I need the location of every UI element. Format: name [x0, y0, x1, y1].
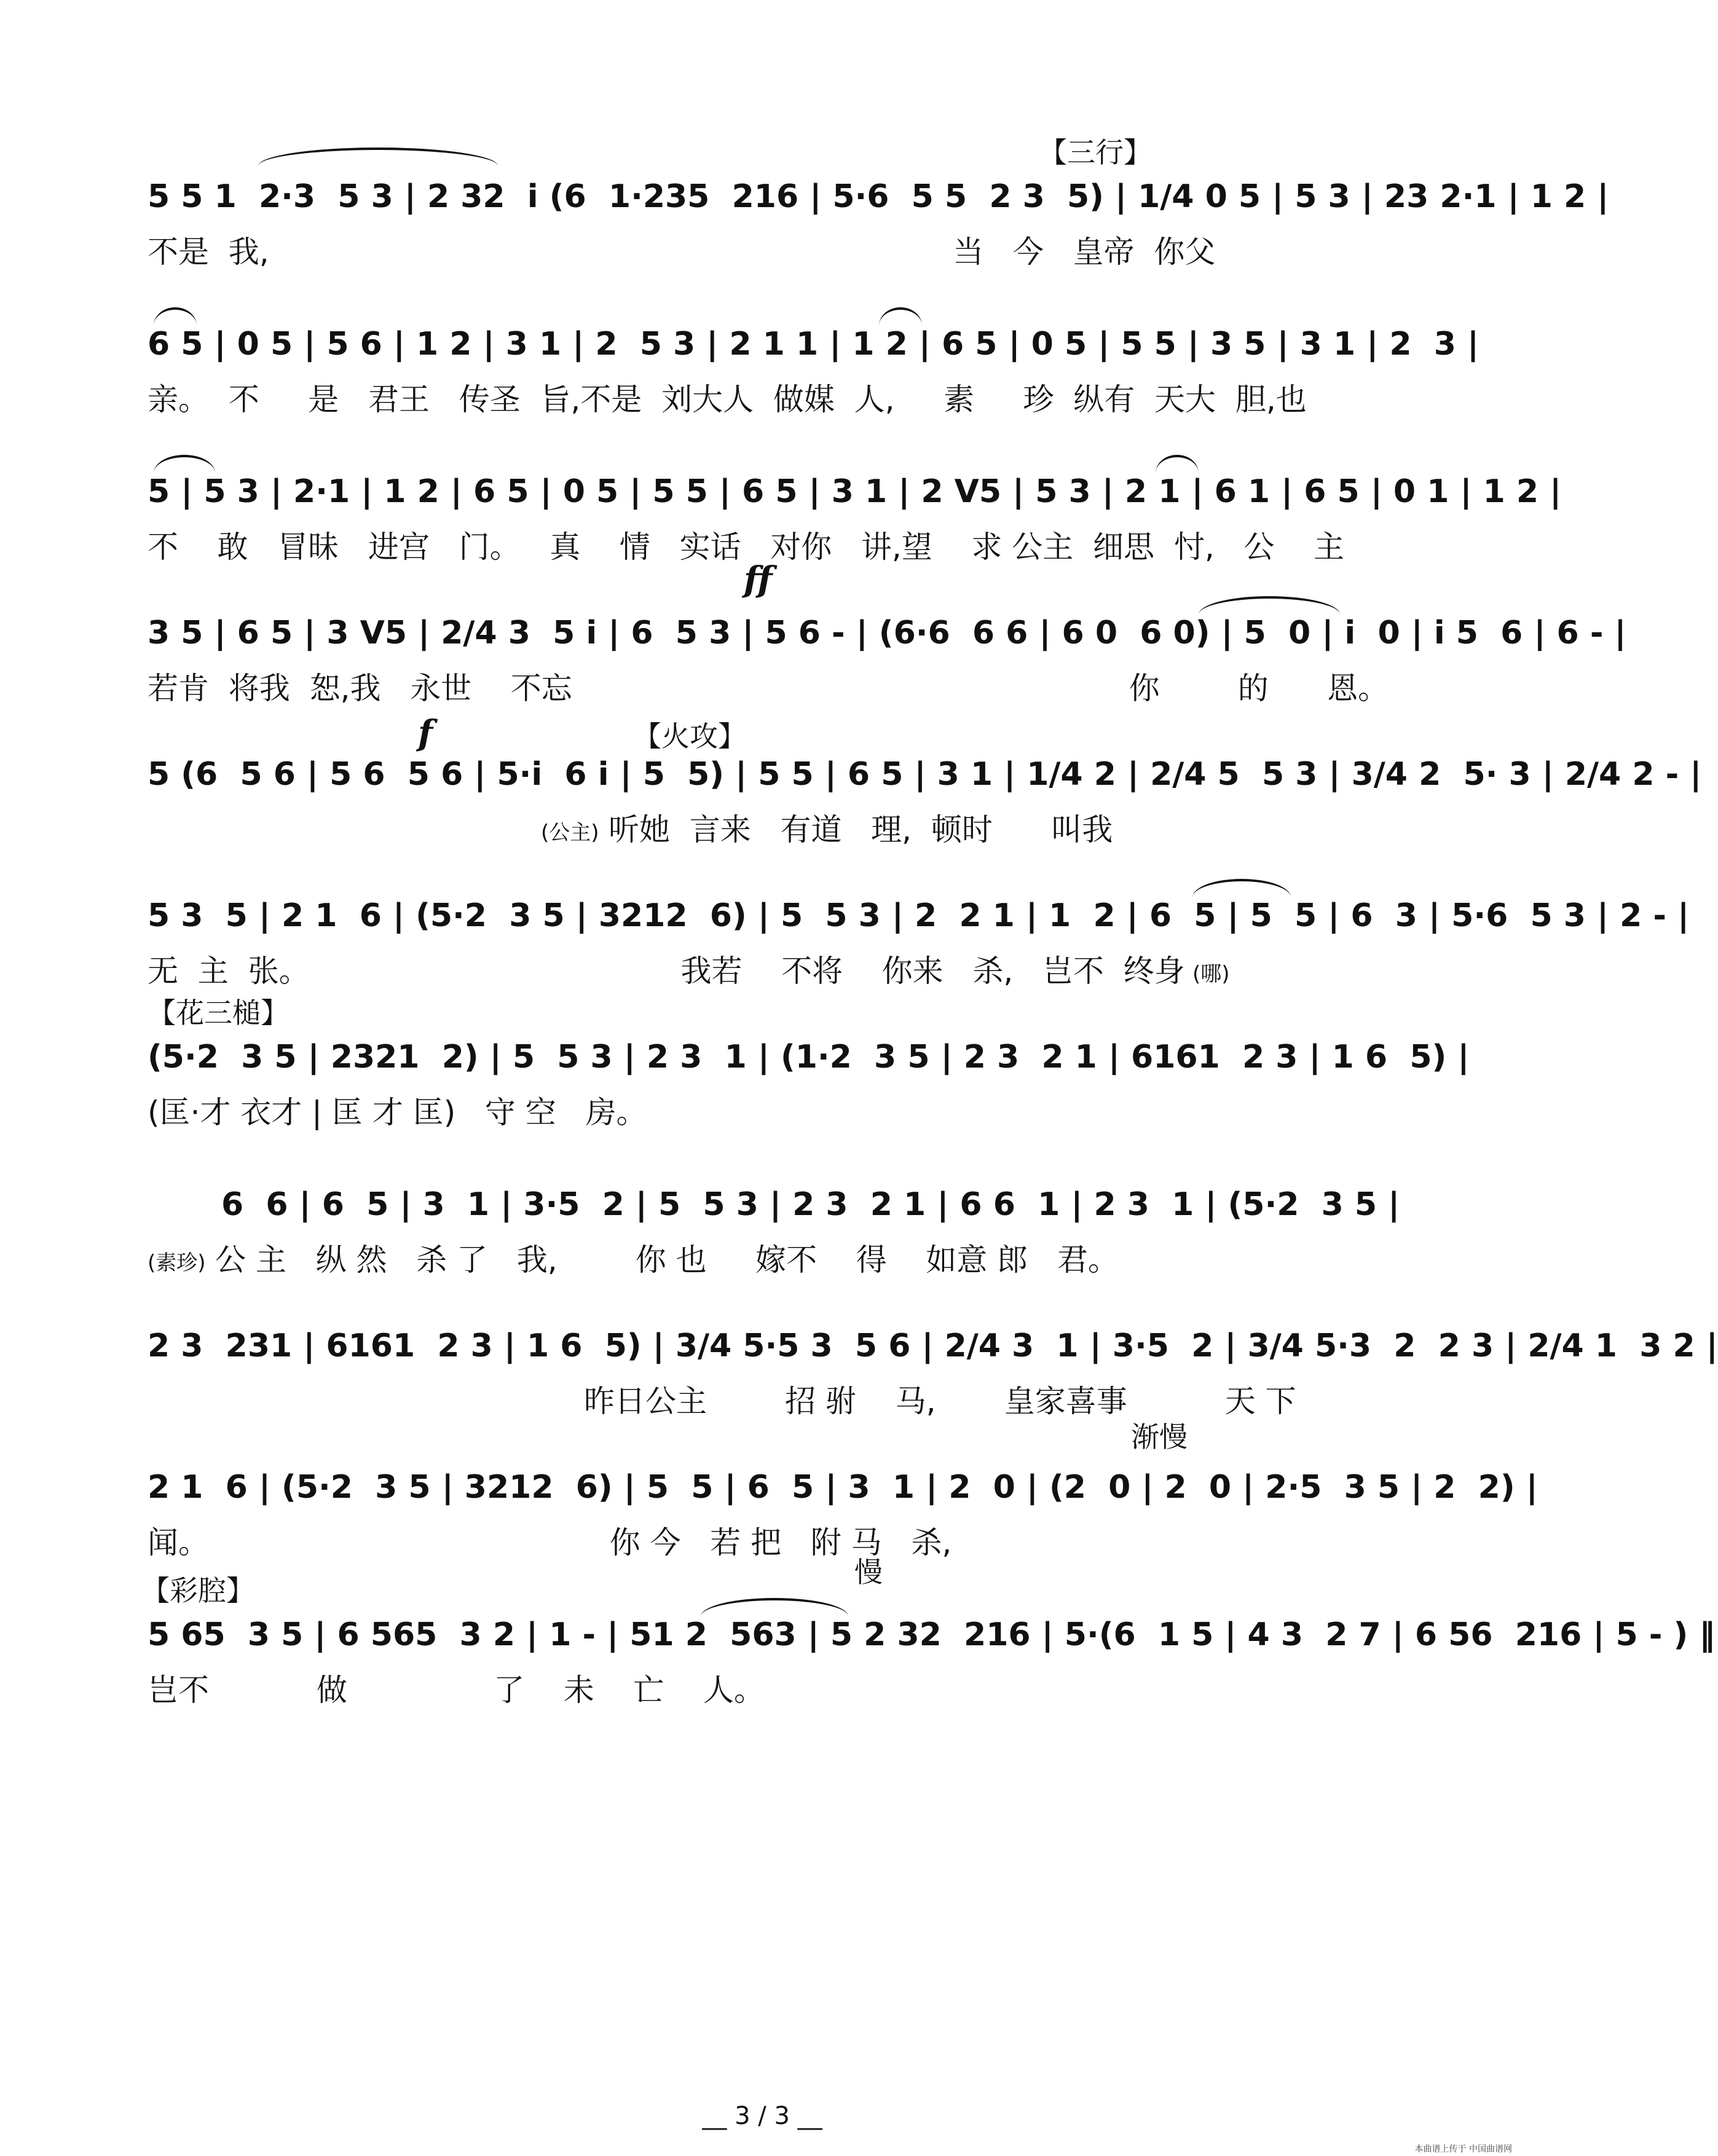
role-label: (公主) — [541, 820, 599, 845]
slur — [154, 455, 215, 473]
lyrics-line: (匡·才 衣才 | 匡 才 匡) 守 空 房。 — [148, 1095, 647, 1130]
jianpu-notes: 6 6 | 6 5 | 3 1 | 3·5 2 | 5 5 3 | 2 3 2 1 | 6 6 1 | 2 3 1 | (5·2 3 5 | — [221, 1186, 1400, 1223]
slur — [1192, 879, 1291, 897]
jianpu-notes: 5 5 1 2·3 5 3 | 2 32 i̇ (6 1·235 216 | 5·6 5 5 2 3 5) | 1/4 0 5 | 5 3 | 23 2·1 | 1 2 | — [148, 178, 1609, 215]
lyrics-line: 不 敢 冒昧 进宫 门。 真 情 实话 对你 讲,望 求 公主 细思 忖, 公 主 — [148, 529, 1344, 565]
jianpu-notes: 2 1 6 | (5·2 3 5 | 3212 6) | 5 5 | 6 5 | 3 1 | 2 0 | (2 0 | 2 0 | 2·5 3 5 | 2 2) | — [148, 1469, 1538, 1506]
lyrics-line: 岂不 做 了 未 亡 人。 — [148, 1672, 765, 1708]
slur — [258, 148, 498, 166]
lyrics-line: 不是 我, 当 今 皇帝 你父 — [148, 234, 1216, 270]
jianpu-notes: 6 5 | 0 5 | 5 6 | 1 2 | 3 1 | 2 5 3 | 2 1 1 | 1 2 | 6 5 | 0 5 | 5 5 | 3 5 | 3 1 | 2 3 | — [148, 326, 1479, 363]
role-label: (素珍) — [148, 1251, 206, 1275]
jianpu-notes: 5 65 3 5 | 6 565 3 2 | 1 - | 51 2 563 | 5 2 32 216 | 5·(6 1 5 | 4 3 2 7 | 6 56 216 | 5 - ) ‖ — [148, 1616, 1716, 1653]
lyrics-line: 公 主 纵 然 杀 了 我, 你 也 嫁不 得 如意 郎 君。 — [215, 1242, 1119, 1278]
slur — [154, 307, 197, 326]
jianpu-notes: 5 | 5 3 | 2·1 | 1 2 | 6 5 | 0 5 | 5 5 | 6 5 | 3 1 | 2 V5 | 5 3 | 2 1 | 6 1 | 6 5 | 0 1 | 1 2 | — [148, 473, 1562, 510]
tempo-label-man: 慢 — [854, 1556, 883, 1589]
dynamic-forte: f — [418, 713, 433, 753]
site-credit: 本曲谱上传于 中国曲谱网 — [1414, 2144, 1512, 2154]
page-number: __ 3 / 3 __ — [702, 2102, 822, 2130]
section-label-huogong: 【火攻】 — [633, 720, 746, 753]
lyrics-line: 闻。 你 今 若 把 附 马 杀, — [148, 1525, 952, 1560]
jianpu-notes: 5 (6 5 6 | 5 6 5 6 | 5·i̇ 6 i̇ | 5 5) | 5 5 | 6 5 | 3 1 | 1/4 2 | 2/4 5 5 3 | 3/4 2 5· 3 | 2/4 2 - | — [148, 756, 1702, 793]
lyrics-line: 昨日公主 招 驸 马, 皇家喜事 天 下 — [584, 1383, 1296, 1419]
tempo-label-jianman: 渐慢 — [1131, 1420, 1188, 1454]
section-label-huasanchui: 【花三槌】 — [148, 996, 289, 1029]
jianpu-notes: 3 5 | 6 5 | 3 V5 | 2/4 3 5 i̇ | 6 5 3 | 5 6 - | (6·6 6 6 | 6 0 6 0) | 5 0 | i̇ 0 | i̇ 5 6 | 6 - | — [148, 615, 1626, 651]
section-label-caiqiang: 【彩腔】 — [141, 1574, 254, 1607]
dynamic-fortissimo: ff — [744, 559, 773, 600]
section-label-sanxing: 【三行】 — [1039, 136, 1152, 169]
lyrics-line: 亲。 不 是 君王 传圣 旨,不是 刘大人 做媒 人, 素 珍 纵有 天大 胆,也 — [148, 382, 1307, 417]
slur — [1156, 455, 1199, 473]
lyrics-line: 若肯 将我 恕,我 永世 不忘 你 的 恩。 — [148, 671, 1389, 706]
slur — [1199, 596, 1340, 615]
lyrics-tail: (哪) — [1192, 962, 1230, 986]
jianpu-notes: (5·2 3 5 | 2321 2) | 5 5 3 | 2 3 1 | (1·2 3 5 | 2 3 2 1 | 6161 2 3 | 1 6 5) | — [148, 1039, 1470, 1076]
jianpu-notes: 5 3 5 | 2 1 6 | (5·2 3 5 | 3212 6) | 5 5 3 | 2 2 1 | 1 2 | 6 5 | 5 5 | 6 3 | 5·6 5 3 | 2 - | — [148, 897, 1690, 934]
slur — [701, 1598, 848, 1616]
lyrics-line: 无 主 张。 我若 不将 你来 杀, 岂不 终身 — [148, 953, 1185, 989]
jianpu-notes: 2 3 231 | 6161 2 3 | 1 6 5) | 3/4 5·5 3 5 6 | 2/4 3 1 | 3·5 2 | 3/4 5·3 2 2 3 | 2/4 1 3 2 | — [148, 1328, 1718, 1364]
slur — [879, 307, 922, 326]
lyrics-line: 听她 言来 有道 理, 顿时 叫我 — [609, 812, 1113, 848]
